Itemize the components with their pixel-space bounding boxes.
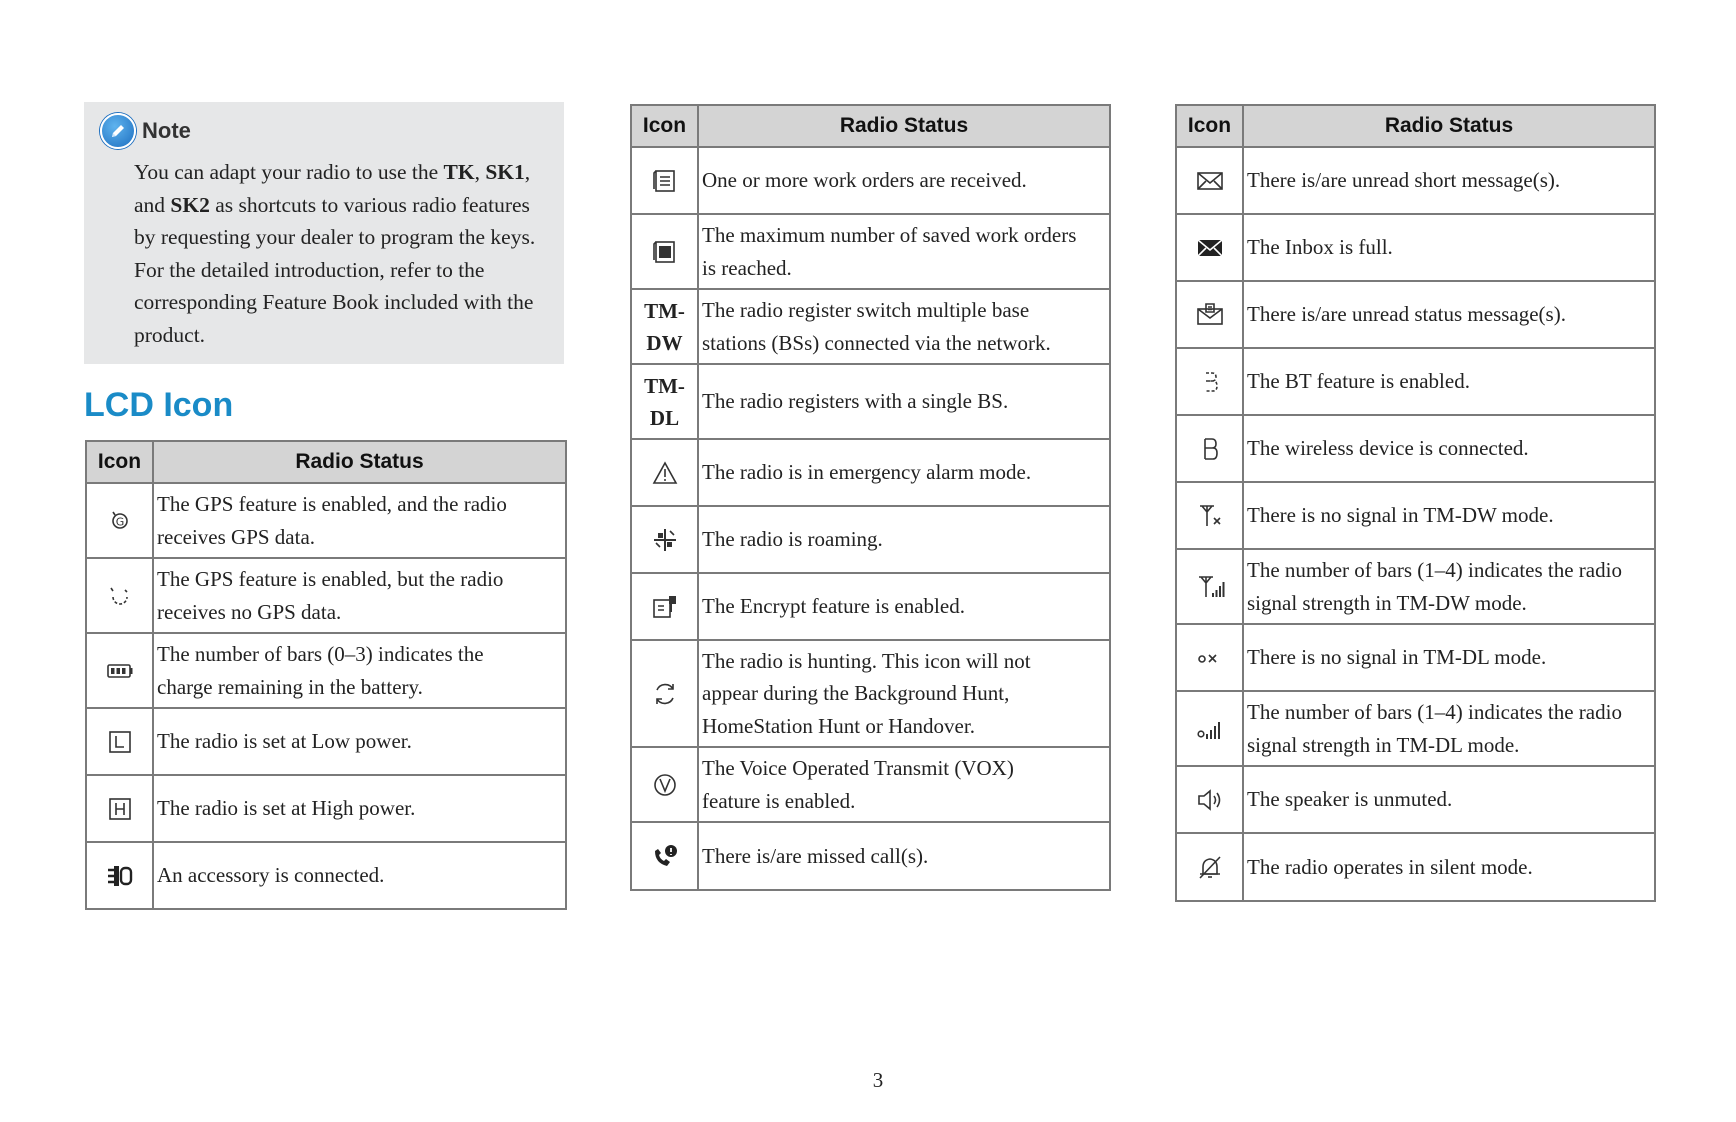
status-cell — [153, 708, 566, 775]
note-line-4: For the detailed introduction, refer to the — [134, 257, 485, 282]
status-cell — [698, 214, 1110, 289]
roaming-icon — [632, 525, 697, 555]
status-text-line: is reached. — [702, 255, 792, 280]
table-row — [1176, 147, 1655, 214]
status-text-line: receives GPS data. — [157, 524, 316, 549]
status-text-line: The Voice Operated Transmit (VOX) — [702, 756, 1014, 780]
gps-no-data-icon — [87, 581, 152, 611]
inbox-full-icon — [1177, 233, 1242, 263]
table-row — [1176, 691, 1655, 766]
table-row — [86, 633, 566, 708]
unread-message-icon — [1177, 166, 1242, 196]
gps-received-icon — [87, 506, 152, 536]
dl-no-signal-icon — [1177, 643, 1242, 673]
status-cell — [1243, 281, 1655, 348]
work-order-icon — [632, 166, 697, 196]
status-text-line: The maximum number of saved work orders — [702, 223, 1077, 247]
table-row — [631, 573, 1110, 640]
table-header-row — [631, 105, 1110, 147]
table-row — [1176, 415, 1655, 482]
icon-cell — [86, 483, 153, 558]
tm-mode-label: TM- — [644, 298, 685, 323]
note-sep-2: , — [524, 160, 531, 184]
status-text-line: The number of bars (1–4) indicates the radio — [1247, 700, 1622, 724]
vox-icon — [632, 770, 697, 800]
table-row — [86, 775, 566, 842]
status-cell — [698, 147, 1110, 214]
status-text-line: There is/are unread status message(s). — [1247, 302, 1566, 327]
bt-enabled-icon — [1177, 367, 1242, 397]
status-text-line: receives no GPS data. — [157, 599, 342, 624]
speaker-unmuted-icon — [1177, 785, 1242, 815]
icon-cell — [631, 747, 698, 822]
table-row — [631, 506, 1110, 573]
status-text-line: The speaker is unmuted. — [1247, 787, 1453, 812]
status-text-line: The BT feature is enabled. — [1247, 369, 1470, 394]
note-line-2b: as shortcuts to various radio features — [209, 192, 530, 217]
table-row — [631, 147, 1110, 214]
table-header-row — [86, 441, 566, 483]
encrypt-icon — [632, 592, 697, 622]
status-cell — [698, 506, 1110, 573]
status-text-line: There is/are missed call(s). — [702, 843, 929, 868]
header-status: Radio Status — [1243, 105, 1655, 147]
note-sep-1: , — [474, 160, 486, 184]
table-row — [1176, 482, 1655, 549]
header-icon: Icon — [1176, 105, 1243, 147]
status-text-line: The radio is in emergency alarm mode. — [702, 460, 1032, 485]
icon-cell — [631, 573, 698, 640]
tm-mode-label: DL — [649, 405, 680, 430]
section-title: LCD Icon — [84, 386, 234, 424]
high-power-icon — [87, 794, 152, 824]
status-cell — [698, 640, 1110, 747]
icon-cell — [86, 708, 153, 775]
status-text-line: One or more work orders are received. — [702, 168, 1027, 193]
note-line-2a: and — [134, 192, 171, 217]
status-message-icon — [1177, 300, 1242, 330]
table-row — [631, 214, 1110, 289]
status-text-line: The number of bars (1–4) indicates the radio — [1247, 558, 1622, 582]
icon-cell — [1176, 549, 1243, 624]
status-text-line: There is/are unread short message(s). — [1247, 168, 1561, 193]
status-text-line: The number of bars (0–3) indicates the — [157, 642, 484, 666]
status-cell — [1243, 766, 1655, 833]
note-line-6: product. — [134, 322, 206, 347]
status-cell — [1243, 415, 1655, 482]
status-text-line: The radio register switch multiple base — [702, 298, 1030, 322]
status-text-line: The radio operates in silent mode. — [1247, 854, 1533, 879]
status-text-line: An accessory is connected. — [157, 863, 385, 888]
icon-cell — [631, 289, 698, 364]
header-status: Radio Status — [698, 105, 1110, 147]
icon-cell — [1176, 691, 1243, 766]
status-cell — [698, 289, 1110, 364]
table-header-row — [1176, 105, 1655, 147]
status-text-line: The radio is set at High power. — [157, 796, 416, 821]
status-text-line: The wireless device is connected. — [1247, 436, 1529, 461]
icon-cell — [86, 558, 153, 633]
status-text-line: The radio is hunting. This icon will not — [702, 648, 1031, 673]
status-cell — [1243, 482, 1655, 549]
table-row — [1176, 624, 1655, 691]
status-cell — [1243, 833, 1655, 901]
icon-cell — [1176, 766, 1243, 833]
bt-connected-icon — [1177, 434, 1242, 464]
icon-cell — [631, 214, 698, 289]
hunting-icon — [632, 679, 697, 709]
header-icon: Icon — [86, 441, 153, 483]
status-cell — [698, 822, 1110, 890]
accessory-icon — [87, 861, 152, 891]
lcd-icon-table-1 — [85, 440, 567, 910]
icon-cell — [631, 364, 698, 439]
status-cell — [1243, 147, 1655, 214]
status-text-line: signal strength in TM-DL mode. — [1247, 732, 1520, 757]
table-row — [631, 364, 1110, 439]
icon-cell — [86, 633, 153, 708]
table-row — [631, 822, 1110, 890]
icon-cell — [1176, 147, 1243, 214]
status-cell — [698, 747, 1110, 822]
status-cell — [153, 558, 566, 633]
table-row — [1176, 766, 1655, 833]
status-text-line: The radio is set at Low power. — [157, 729, 412, 754]
status-cell — [698, 573, 1110, 640]
icon-cell — [1176, 281, 1243, 348]
page-number: 3 — [872, 1068, 884, 1092]
icon-cell — [86, 842, 153, 909]
note-pencil-icon — [100, 113, 136, 149]
status-text-line: The GPS feature is enabled, but the radio — [157, 567, 504, 591]
note-text — [134, 156, 552, 351]
table-row — [86, 483, 566, 558]
status-text-line: The radio is roaming. — [702, 527, 883, 552]
emergency-alarm-icon — [632, 458, 697, 488]
icon-cell — [1176, 214, 1243, 281]
header-status: Radio Status — [153, 441, 566, 483]
note-line-1: You can adapt your radio to use the — [134, 160, 444, 184]
note-line-5: corresponding Feature Book included with the — [134, 290, 534, 314]
table-row — [1176, 348, 1655, 415]
battery-icon — [87, 656, 152, 686]
status-cell — [698, 439, 1110, 506]
table-row — [86, 842, 566, 909]
dl-signal-icon — [1177, 714, 1242, 744]
note-line-3: by requesting your dealer to program the keys. — [134, 225, 536, 249]
icon-cell — [1176, 624, 1243, 691]
note-box — [84, 102, 564, 364]
status-text-line: There is no signal in TM-DL mode. — [1247, 645, 1547, 670]
status-cell — [1243, 214, 1655, 281]
status-text-line: signal strength in TM-DW mode. — [1247, 590, 1527, 615]
missed-call-icon — [632, 841, 697, 871]
tm-mode-label: DW — [646, 330, 683, 355]
key-sk2: SK2 — [170, 192, 210, 217]
key-sk1: SK1 — [485, 160, 525, 184]
icon-cell — [631, 822, 698, 890]
header-icon: Icon — [631, 105, 698, 147]
table-row — [1176, 549, 1655, 624]
dw-no-signal-icon — [1177, 501, 1242, 531]
table-row — [631, 439, 1110, 506]
status-text-line: The GPS feature is enabled, and the radio — [157, 492, 507, 516]
status-cell — [1243, 691, 1655, 766]
lcd-icon-table-3 — [1175, 104, 1656, 902]
low-power-icon — [87, 727, 152, 757]
table-row — [86, 558, 566, 633]
icon-cell — [1176, 482, 1243, 549]
table-row — [1176, 214, 1655, 281]
note-title: Note — [142, 118, 191, 143]
icon-cell — [1176, 833, 1243, 901]
status-cell — [153, 842, 566, 909]
table-row — [1176, 281, 1655, 348]
dw-signal-icon — [1177, 572, 1242, 602]
status-text-line: The radio registers with a single BS. — [702, 389, 1009, 414]
status-text-line: appear during the Background Hunt, — [702, 681, 1010, 706]
tm-mode-label: TM- — [644, 373, 685, 398]
icon-cell — [631, 506, 698, 573]
status-cell — [698, 364, 1110, 439]
status-text-line: HomeStation Hunt or Handover. — [702, 713, 975, 738]
status-text-line: stations (BSs) connected via the network. — [702, 330, 1051, 355]
lcd-icon-table-2 — [630, 104, 1111, 891]
status-cell — [153, 633, 566, 708]
status-cell — [1243, 549, 1655, 624]
table-row — [1176, 833, 1655, 901]
table-row — [86, 708, 566, 775]
status-text-line: feature is enabled. — [702, 788, 856, 813]
table-row — [631, 289, 1110, 364]
icon-cell — [86, 775, 153, 842]
work-order-full-icon — [632, 237, 697, 267]
key-tk: TK — [443, 160, 475, 184]
icon-cell — [631, 640, 698, 747]
icon-cell — [1176, 415, 1243, 482]
silent-mode-icon — [1177, 852, 1242, 882]
icon-cell — [631, 439, 698, 506]
status-text-line: charge remaining in the battery. — [157, 674, 423, 699]
note-header — [96, 112, 552, 150]
status-cell — [153, 483, 566, 558]
status-text-line: There is no signal in TM-DW mode. — [1247, 503, 1554, 528]
table-row — [631, 640, 1110, 747]
svg-text:G: G — [115, 515, 124, 528]
status-text-line: The Encrypt feature is enabled. — [702, 594, 965, 619]
status-cell — [1243, 348, 1655, 415]
table-row — [631, 747, 1110, 822]
status-text-line: The Inbox is full. — [1247, 235, 1393, 260]
icon-cell — [1176, 348, 1243, 415]
status-cell — [1243, 624, 1655, 691]
status-cell — [153, 775, 566, 842]
icon-cell — [631, 147, 698, 214]
